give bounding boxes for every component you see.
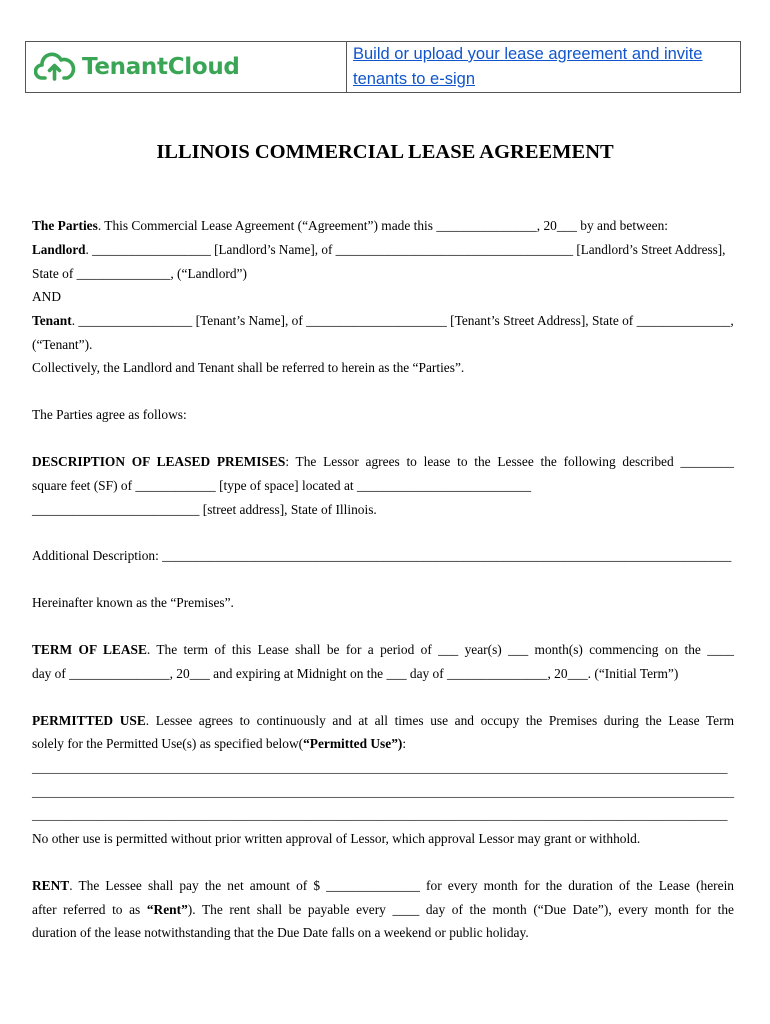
parties-text: . This Commercial Lease Agreement (“Agreement”) made this _______________, 20___ by and between: — [97, 218, 669, 233]
logo-text: TenantCloud — [82, 54, 240, 80]
landlord-text: . __________________ [Landlord’s Name], of ____________________________________ [Landlord’s Street Address], — [85, 242, 726, 257]
description-text: : The Lessor agrees to lease to the Lessee the following described ________ — [285, 454, 734, 469]
parties-heading: The Parties — [32, 218, 98, 233]
additional-description: Additional Description: _____________________________________________________________________________________ — [32, 548, 732, 563]
header-banner — [25, 41, 741, 93]
permitted-heading: PERMITTED USE — [32, 713, 146, 728]
permitted-line-2 — [32, 736, 406, 752]
description-heading: DESCRIPTION OF LEASED PREMISES — [32, 454, 286, 469]
term-text: . The term of this Lease shall be for a period of ___ year(s) ___ month(s) commencing on the ____ — [146, 642, 734, 657]
tenant-text: . _________________ [Tenant’s Name], of _____________________ [Tenant’s Street Address], State of ______________, — [71, 313, 734, 328]
permitted-line-1 — [32, 713, 734, 729]
permitted-use-label: “Permitted Use”) — [303, 736, 403, 751]
tenantcloud-logo[interactable] — [26, 42, 347, 92]
permitted-blank-1: ___________________________________________________________________________________________________________ — [32, 760, 728, 775]
rent-line-3: duration of the lease notwithstanding that the Due Date falls on a weekend or public holiday. — [32, 925, 529, 940]
hereinafter-line: Hereinafter known as the “Premises”. — [32, 595, 234, 610]
rent-text-2a: after referred to as — [32, 902, 147, 917]
parties-line-7: Collectively, the Landlord and Tenant shall be referred to herein as the “Parties”. — [32, 360, 465, 375]
rent-line-1 — [32, 878, 734, 894]
tenant-label: Tenant — [32, 313, 72, 328]
rent-heading: RENT — [32, 878, 70, 893]
term-heading: TERM OF LEASE — [32, 642, 147, 657]
description-line-1 — [32, 454, 734, 470]
description-line-3: _________________________ [street address], State of Illinois. — [32, 502, 377, 517]
term-line-2: day of _______________, 20___ and expiring at Midnight on the ___ day of _______________, 20___. (“Initial Term”) — [32, 666, 679, 681]
parties-line-6: (“Tenant”). — [32, 337, 93, 352]
description-line-2: square feet (SF) of ____________ [type of space] located at __________________________ — [32, 478, 532, 493]
parties-line-1 — [32, 218, 668, 234]
permitted-blank-2: ____________________________________________________________________________________________________________ — [32, 784, 734, 799]
term-line-1 — [32, 642, 734, 658]
parties-line-2 — [32, 242, 725, 258]
rent-line-2 — [32, 902, 734, 918]
rent-label: “Rent” — [146, 902, 188, 917]
permitted-text-2: solely for the Permitted Use(s) as specified below( — [32, 736, 304, 751]
parties-line-5 — [32, 313, 734, 329]
rent-text-2b: ). The rent shall be payable every ____ day of the month (“Due Date”), every month for the — [187, 902, 734, 917]
rent-text: . The Lessee shall pay the net amount of $ ______________ for every month for the duration of the Lease (herein — [69, 878, 734, 893]
permitted-text: . Lessee agrees to continuously and at all times use and occupy the Premises during the Lease Term — [145, 713, 734, 728]
landlord-label: Landlord — [32, 242, 86, 257]
cloud-upload-icon — [34, 52, 76, 82]
permitted-blank-3: ___________________________________________________________________________________________________________ — [32, 807, 728, 822]
permitted-line-6: No other use is permitted without prior written approval of Lessor, which approval Lessor may grant or withhold. — [32, 831, 641, 846]
parties-and: AND — [32, 289, 62, 304]
permitted-colon: : — [402, 736, 407, 751]
document-title: ILLINOIS COMMERCIAL LEASE AGREEMENT — [156, 141, 614, 163]
agree-line: The Parties agree as follows: — [32, 407, 187, 422]
parties-line-3: State of ______________, (“Landlord”) — [32, 266, 247, 281]
esign-link[interactable]: Build or upload your lease agreement and invite tenants to e-sign — [353, 45, 703, 88]
